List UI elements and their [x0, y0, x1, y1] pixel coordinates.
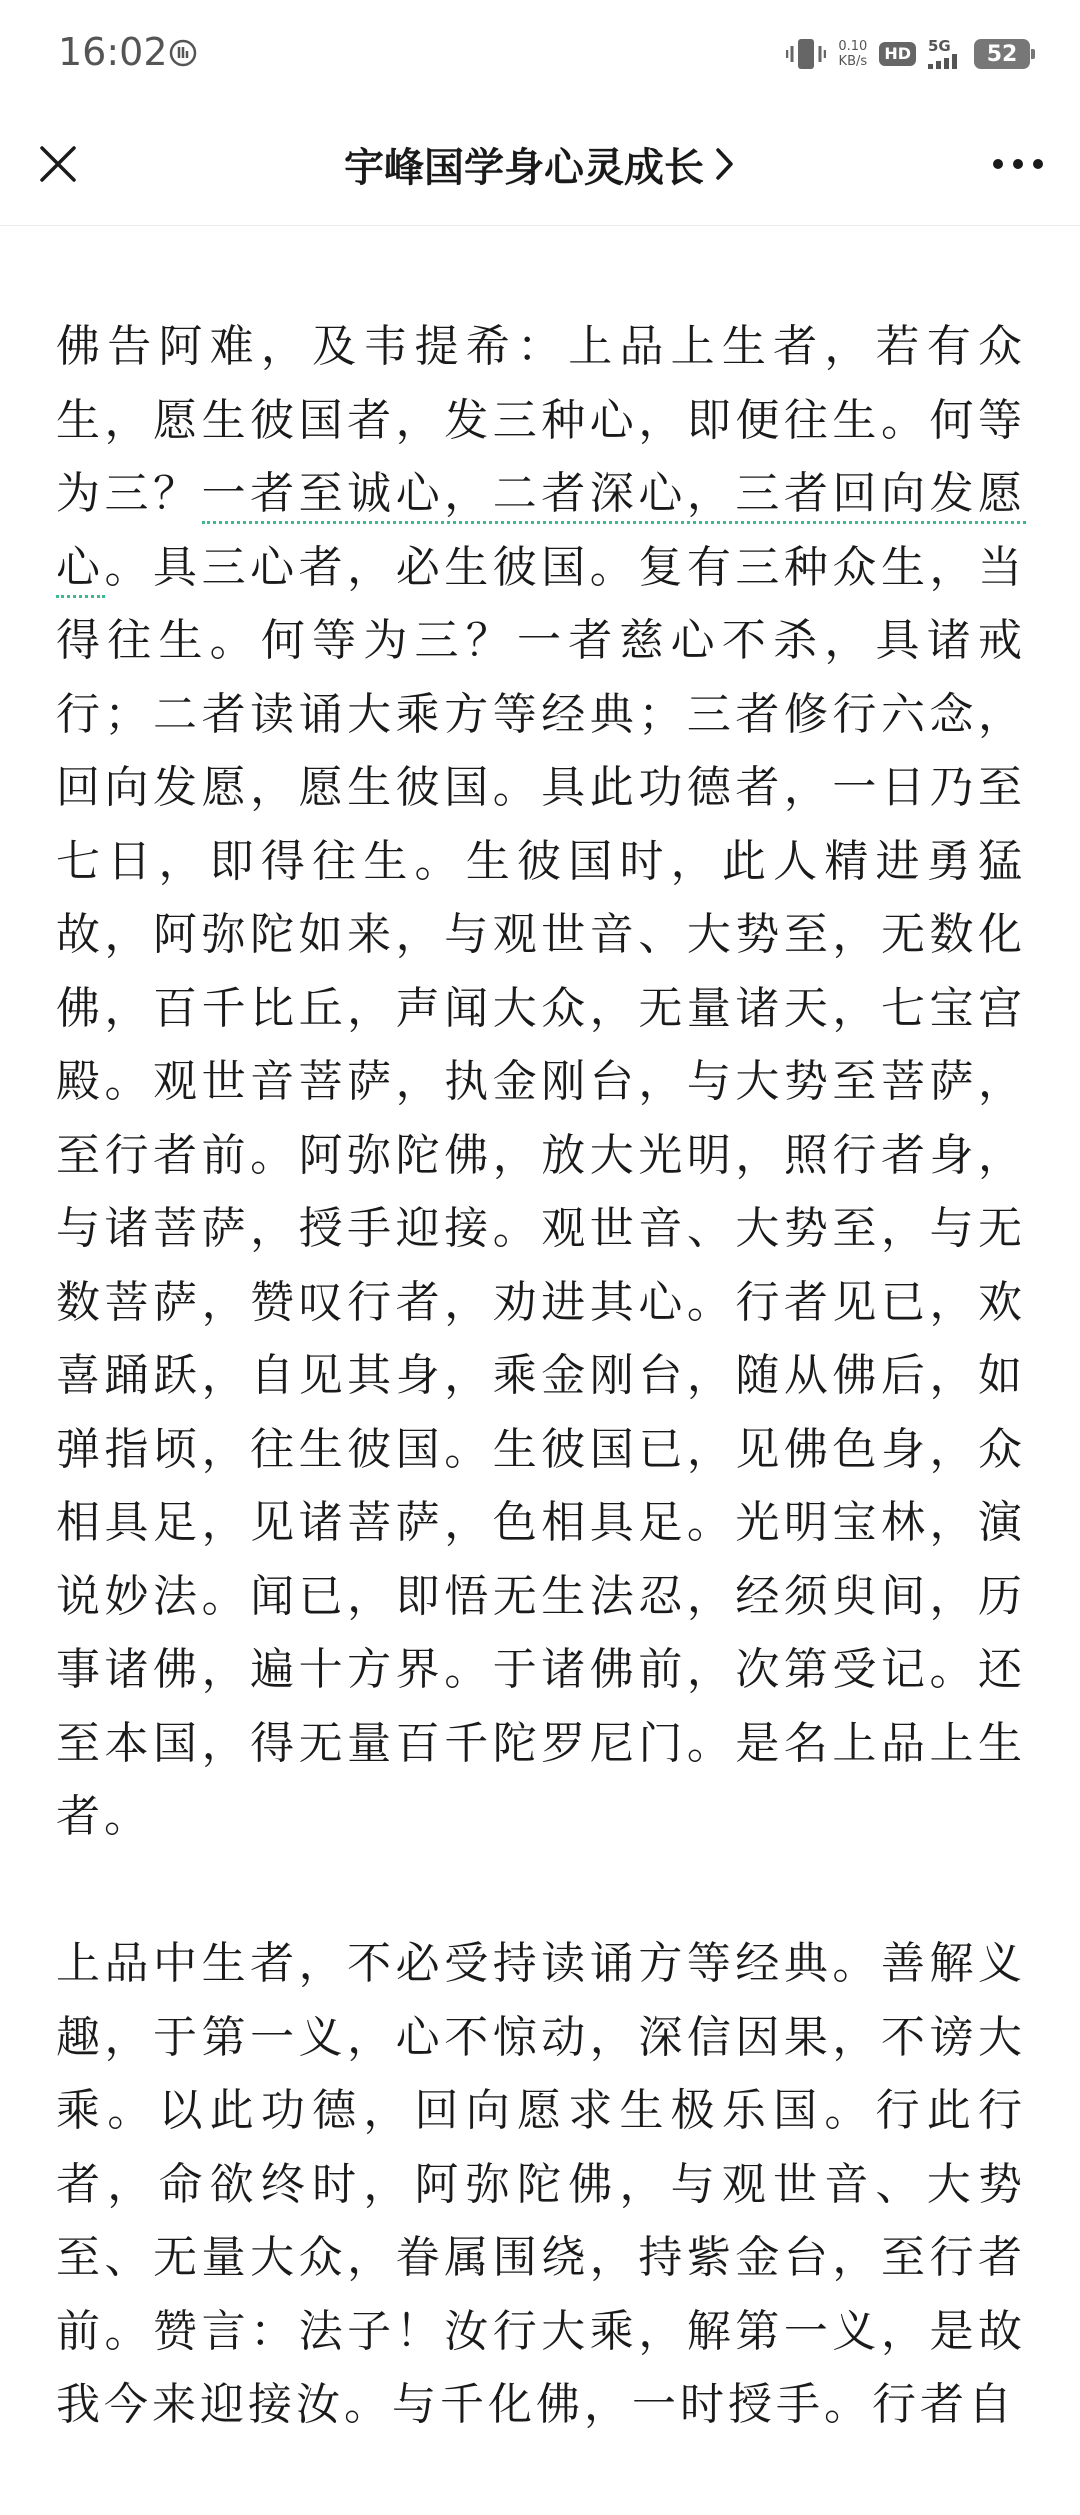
network-speed — [838, 39, 867, 69]
signal-label: 5G — [928, 37, 951, 55]
more-icon — [992, 158, 1044, 170]
article-paragraph-2: 上品中生者，不必受持读诵方等经典。善解义趣，于第一义，心不惊动，深信因果，不谤大乘。以此功德，回向愿求生极乐国。行此行者，命欲终时，阿弥陀佛，与观世音、大势至、无量大众，眷属围绕，持紫金台，至行者前。赞言：法子！汝行大乘，解第一义，是故我今来迎接汝。与千化佛，一时授手。行者自 — [56, 1938, 1026, 2430]
status-time: 16:02 — [58, 30, 168, 74]
status-bar — [0, 0, 1080, 110]
highlighted-phrase[interactable]: 一者至诚心，二者深心，三者回向发愿心 — [56, 468, 1026, 598]
battery-indicator — [974, 39, 1030, 69]
signal-indicator — [928, 39, 962, 69]
battery-level: 52 — [986, 41, 1018, 67]
close-button[interactable] — [22, 128, 94, 200]
paragraph-1-text-b: 。具三心者，必生彼国。复有三种众生，当得往生。何等为三？一者慈心不杀，具诸戒行；二者读诵大乘方等经典；三者修行六念，回向发愿，愿生彼国。具此功德者，一日乃至七日，即得往生。生彼国时，此人精进勇猛故，阿弥陀如来，与观世音、大势至，无数化佛，百千比丘，声闻大众，无量诸天，七宝宫殿。观世音菩萨，执金刚台，与大势至菩萨，至行者前。阿弥陀佛，放大光明，照行者身，与诸菩萨，授手迎接。观世音、大势至，与无数菩萨，赞叹行者，劝进其心。行者见已，欢喜踊跃，自见其身，乘金刚台，随从佛后，如弹指顷，往生彼国。生彼国已，见佛色身，众相具足，见诸菩萨，色相具足。光明宝林，演说妙法。闻已，即悟无生法忍，经须臾间，历事诸佛，遍十方界。于诸佛前，次第受记。还至本国，得无量百千陀罗尼门。是名上品上生者。 — [56, 541, 1027, 1842]
page-title: 宇峰国学身心灵成长 — [344, 144, 704, 191]
article-paragraph-1 — [56, 310, 1026, 1854]
chevron-right-icon — [714, 146, 736, 182]
paragraph-1-text-a: 佛告阿难，及韦提希：上品上生者，若有众生，愿生彼国者，发三种心，即便往生。何等为三？ — [56, 321, 1026, 519]
vibrate-icon — [786, 36, 826, 72]
close-icon — [38, 144, 78, 184]
network-speed-unit: KB/s — [838, 54, 868, 69]
network-speed-value: 0.10 — [838, 39, 868, 54]
hd-badge: HD — [879, 42, 916, 66]
app-notification-icon — [168, 38, 198, 68]
status-indicators — [786, 34, 1030, 74]
account-title-link[interactable] — [200, 132, 880, 196]
signal-bars-icon — [928, 53, 962, 69]
more-button[interactable] — [978, 128, 1058, 200]
nav-bar — [0, 110, 1080, 226]
article-body — [56, 310, 1026, 2515]
